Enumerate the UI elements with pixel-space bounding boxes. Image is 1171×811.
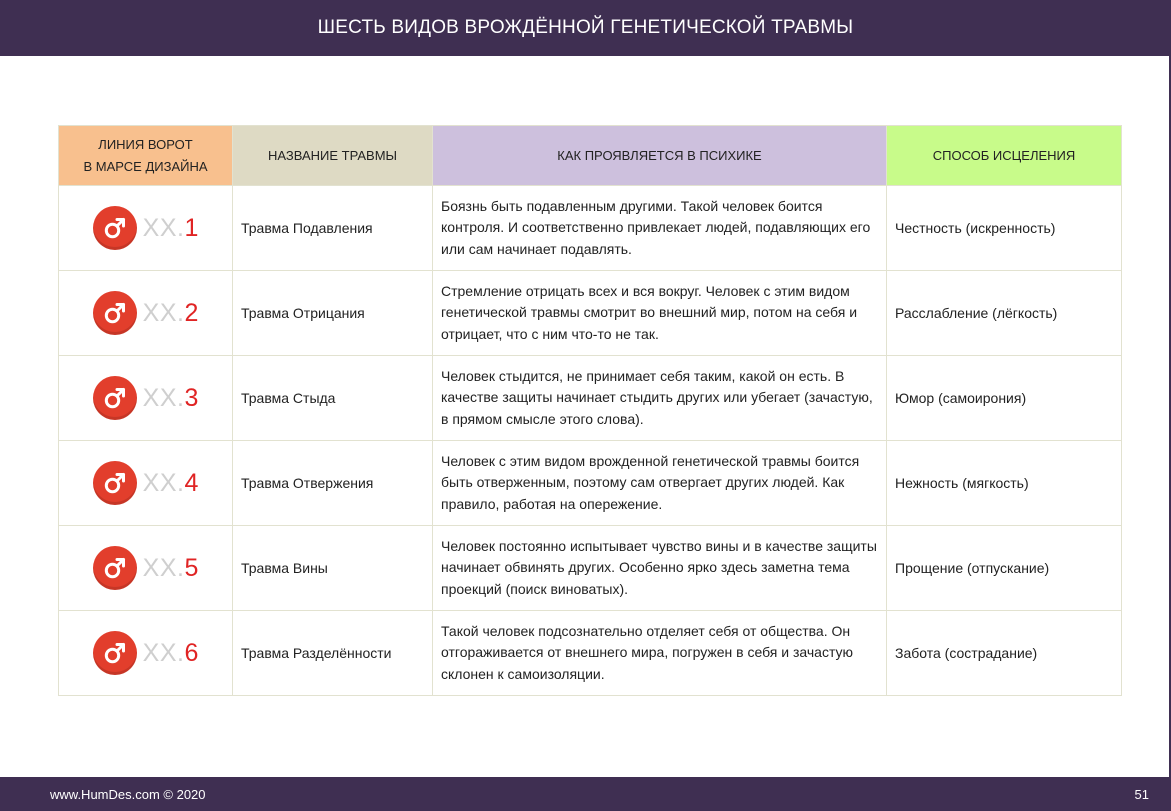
trauma-description: Человек постоянно испытывает чувство вины и в качестве защиты начинает обвинять других. Особенно ярко здесь заметна тема проекций (поиск виноватых). [433, 526, 887, 611]
trauma-table [58, 125, 1122, 696]
mars-icon [93, 546, 137, 590]
gate-line-cell [59, 271, 233, 356]
trauma-description: Человек стыдится, не принимает себя таким, какой он есть. В качестве защиты начинает стыдить других или убегает (зачастую, в прямом смысле этого слова). [433, 356, 887, 441]
column-header-gate-line-1: ЛИНИЯ ВОРОТ [98, 136, 193, 152]
table-header-row [59, 126, 1122, 186]
gate-line-cell [59, 526, 233, 611]
trauma-description: Боязнь быть подавленным другими. Такой человек боится контроля. И соответственно привлекает людей, подавляющих его или сам начинает подавлять. [433, 186, 887, 271]
gate-line-cell [59, 441, 233, 526]
gate-line-number: 6 [184, 638, 199, 667]
gate-line-prefix: XX. [142, 298, 185, 327]
gate-line-cell [59, 186, 233, 271]
trauma-name: Травма Подавления [233, 186, 433, 271]
page-number: 51 [1134, 787, 1149, 802]
mars-icon [93, 461, 137, 505]
trauma-description: Человек с этим видом врожденной генетической травмы боится быть отверженным, поэтому сам отвергает других людей. Как правило, работая на опережение. [433, 441, 887, 526]
healing-method: Расслабление (лёгкость) [887, 271, 1122, 356]
gate-line [67, 461, 224, 505]
gate-line-number: 2 [184, 298, 199, 327]
healing-method: Честность (искренность) [887, 186, 1122, 271]
mars-icon [93, 376, 137, 420]
footer-site: www.HumDes.com © 2020 [50, 787, 206, 802]
table-row [59, 271, 1122, 356]
healing-method: Прощение (отпускание) [887, 526, 1122, 611]
gate-line-number: 3 [184, 383, 199, 412]
healing-method: Нежность (мягкость) [887, 441, 1122, 526]
column-header-healing: СПОСОБ ИСЦЕЛЕНИЯ [887, 126, 1122, 186]
column-header-gate-line-2: В МАРСЕ ДИЗАЙНА [83, 158, 208, 174]
healing-method: Забота (сострадание) [887, 611, 1122, 696]
page-title: ШЕСТЬ ВИДОВ ВРОЖДЁННОЙ ГЕНЕТИЧЕСКОЙ ТРАВМЫ [317, 17, 854, 38]
gate-line [67, 546, 224, 590]
gate-line [67, 206, 224, 250]
gate-line-cell [59, 356, 233, 441]
page-footer [0, 777, 1171, 811]
gate-line-prefix: XX. [142, 638, 185, 667]
column-header-gate-line [59, 126, 233, 186]
mars-icon [93, 631, 137, 675]
gate-line-number: 1 [184, 213, 199, 242]
gate-line-number: 4 [184, 468, 199, 497]
mars-icon [93, 206, 137, 250]
trauma-name: Травма Отрицания [233, 271, 433, 356]
column-header-trauma-name: НАЗВАНИЕ ТРАВМЫ [233, 126, 433, 186]
page-header [0, 0, 1171, 56]
gate-line-number: 5 [184, 553, 199, 582]
column-header-psyche: КАК ПРОЯВЛЯЕТСЯ В ПСИХИКЕ [433, 126, 887, 186]
gate-line [67, 291, 224, 335]
trauma-name: Травма Вины [233, 526, 433, 611]
gate-line-prefix: XX. [142, 383, 185, 412]
trauma-description: Стремление отрицать всех и вся вокруг. Человек с этим видом генетической травмы смотрит во внешний мир, потом на себя и отрицает, что с ним что-то не так. [433, 271, 887, 356]
table-row [59, 186, 1122, 271]
healing-method: Юмор (самоирония) [887, 356, 1122, 441]
table-row [59, 611, 1122, 696]
table-row [59, 356, 1122, 441]
gate-line [67, 631, 224, 675]
trauma-name: Травма Стыда [233, 356, 433, 441]
gate-line-prefix: XX. [142, 213, 185, 242]
gate-line-cell [59, 611, 233, 696]
trauma-name: Травма Разделённости [233, 611, 433, 696]
gate-line-prefix: XX. [142, 468, 185, 497]
trauma-name: Травма Отвержения [233, 441, 433, 526]
trauma-description: Такой человек подсознательно отделяет себя от общества. Он отгораживается от внешнего мира, погружен в себя и зачастую склонен к самоизоляции. [433, 611, 887, 696]
mars-icon [93, 291, 137, 335]
gate-line-prefix: XX. [142, 553, 185, 582]
table-row [59, 526, 1122, 611]
gate-line [67, 376, 224, 420]
table-row [59, 441, 1122, 526]
